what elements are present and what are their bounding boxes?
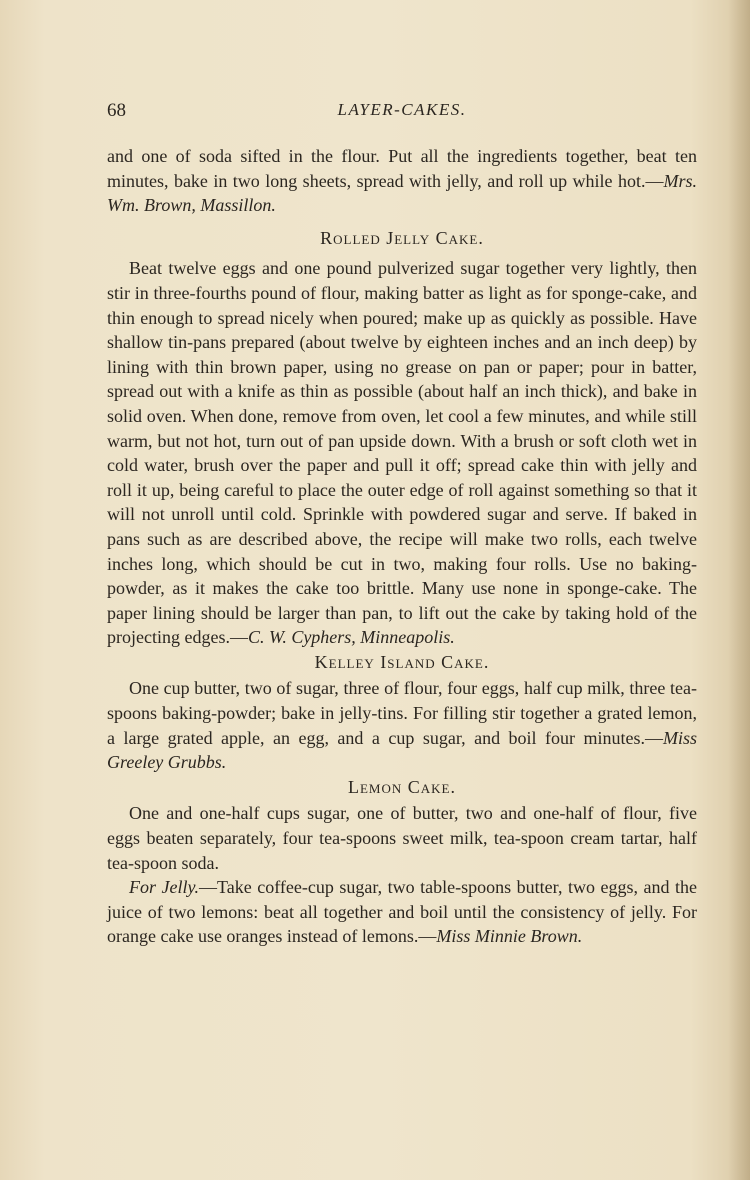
recipe-title-lemon-cake: Lemon Cake. (348, 776, 456, 797)
jelly-text: —Take coffee-cup sugar, two table-spoons butter, two eggs, and the juice of two lemons: beat all together and boil until the consistency of jelly. For orange cake use oranges instead of lemons.— (107, 877, 697, 947)
recipe-text-rolled-jelly-cake (107, 256, 697, 650)
page-body (107, 144, 697, 949)
running-head: LAYER-CAKES. (337, 100, 467, 119)
page-header (107, 100, 697, 128)
recipe-body: Beat twelve eggs and one pound pulverized sugar together very lightly, then stir in three-fourths pound of flour, making batter as light as for sponge-cake, and thin enough to spread nicely when poured; make up as quickly as possible. Have shallow tin-pans prepared (about twelve by eighteen inches and an inch deep) by lining with thin brown paper, using no grease on pan or paper; pour in batter, spread out with a knife as thin as possible (about half an inch thick), and bake in solid oven. When done, remove from oven, let cool a few minutes, and while still warm, but not hot, turn out of pan upside down. With a brush or soft cloth wet in cold water, brush over the paper and pull it off; spread cake thin with jelly and roll it up, being careful to place the outer edge of roll against something so that it will not unroll until cold. Sprinkle with powdered sugar and serve. If baked in pans such as are described above, the recipe will make two rolls, each twelve inches long, which should be cut in two, making four rolls. Use no baking-powder, as it makes the cake too brittle. Many use none in sponge-cake. The paper lining should be larger than pan, to lift out the cake by taking hold of the projecting edges.— (107, 258, 697, 648)
attribution: Miss Minnie Brown. (436, 926, 583, 947)
recipe-title-kelley-island-cake: Kelley Island Cake. (314, 651, 490, 672)
recipe-title-rolled-jelly-cake: Rolled Jelly Cake. (320, 227, 484, 248)
jelly-lead: For Jelly. (129, 877, 199, 898)
page-gutter-shadow (728, 0, 750, 1180)
recipe-text-kelley-island-cake (107, 676, 697, 774)
recipe-text-lemon-cake (107, 801, 697, 875)
recipe-body: One cup butter, two of sugar, three of flour, four eggs, half cup milk, three tea-spoons baking-powder; bake in jelly-tins. For filling stir together a grated lemon, a large grated apple, an egg, and a cup sugar, and boil four minutes.— (107, 678, 697, 748)
recipe-body: One and one-half cups sugar, one of butter, two and one-half of flour, five eggs beaten separately, four tea-spoons sweet milk, tea-spoon cream tartar, half tea-spoon soda. (107, 803, 697, 873)
continued-text: and one of soda sifted in the flour. Put all the ingredients together, beat ten minutes, bake in two long sheets, spread with jelly, and roll up while hot.— (107, 146, 697, 191)
attribution: C. W. Cyphers, Minneapolis. (247, 627, 455, 648)
attribution: Miss Greeley Grubbs. (107, 727, 697, 773)
jelly-paragraph (107, 875, 697, 949)
page-number: 68 (107, 100, 126, 121)
continued-paragraph (107, 144, 697, 218)
attribution: Mrs. Wm. Brown, Massillon. (107, 170, 697, 216)
